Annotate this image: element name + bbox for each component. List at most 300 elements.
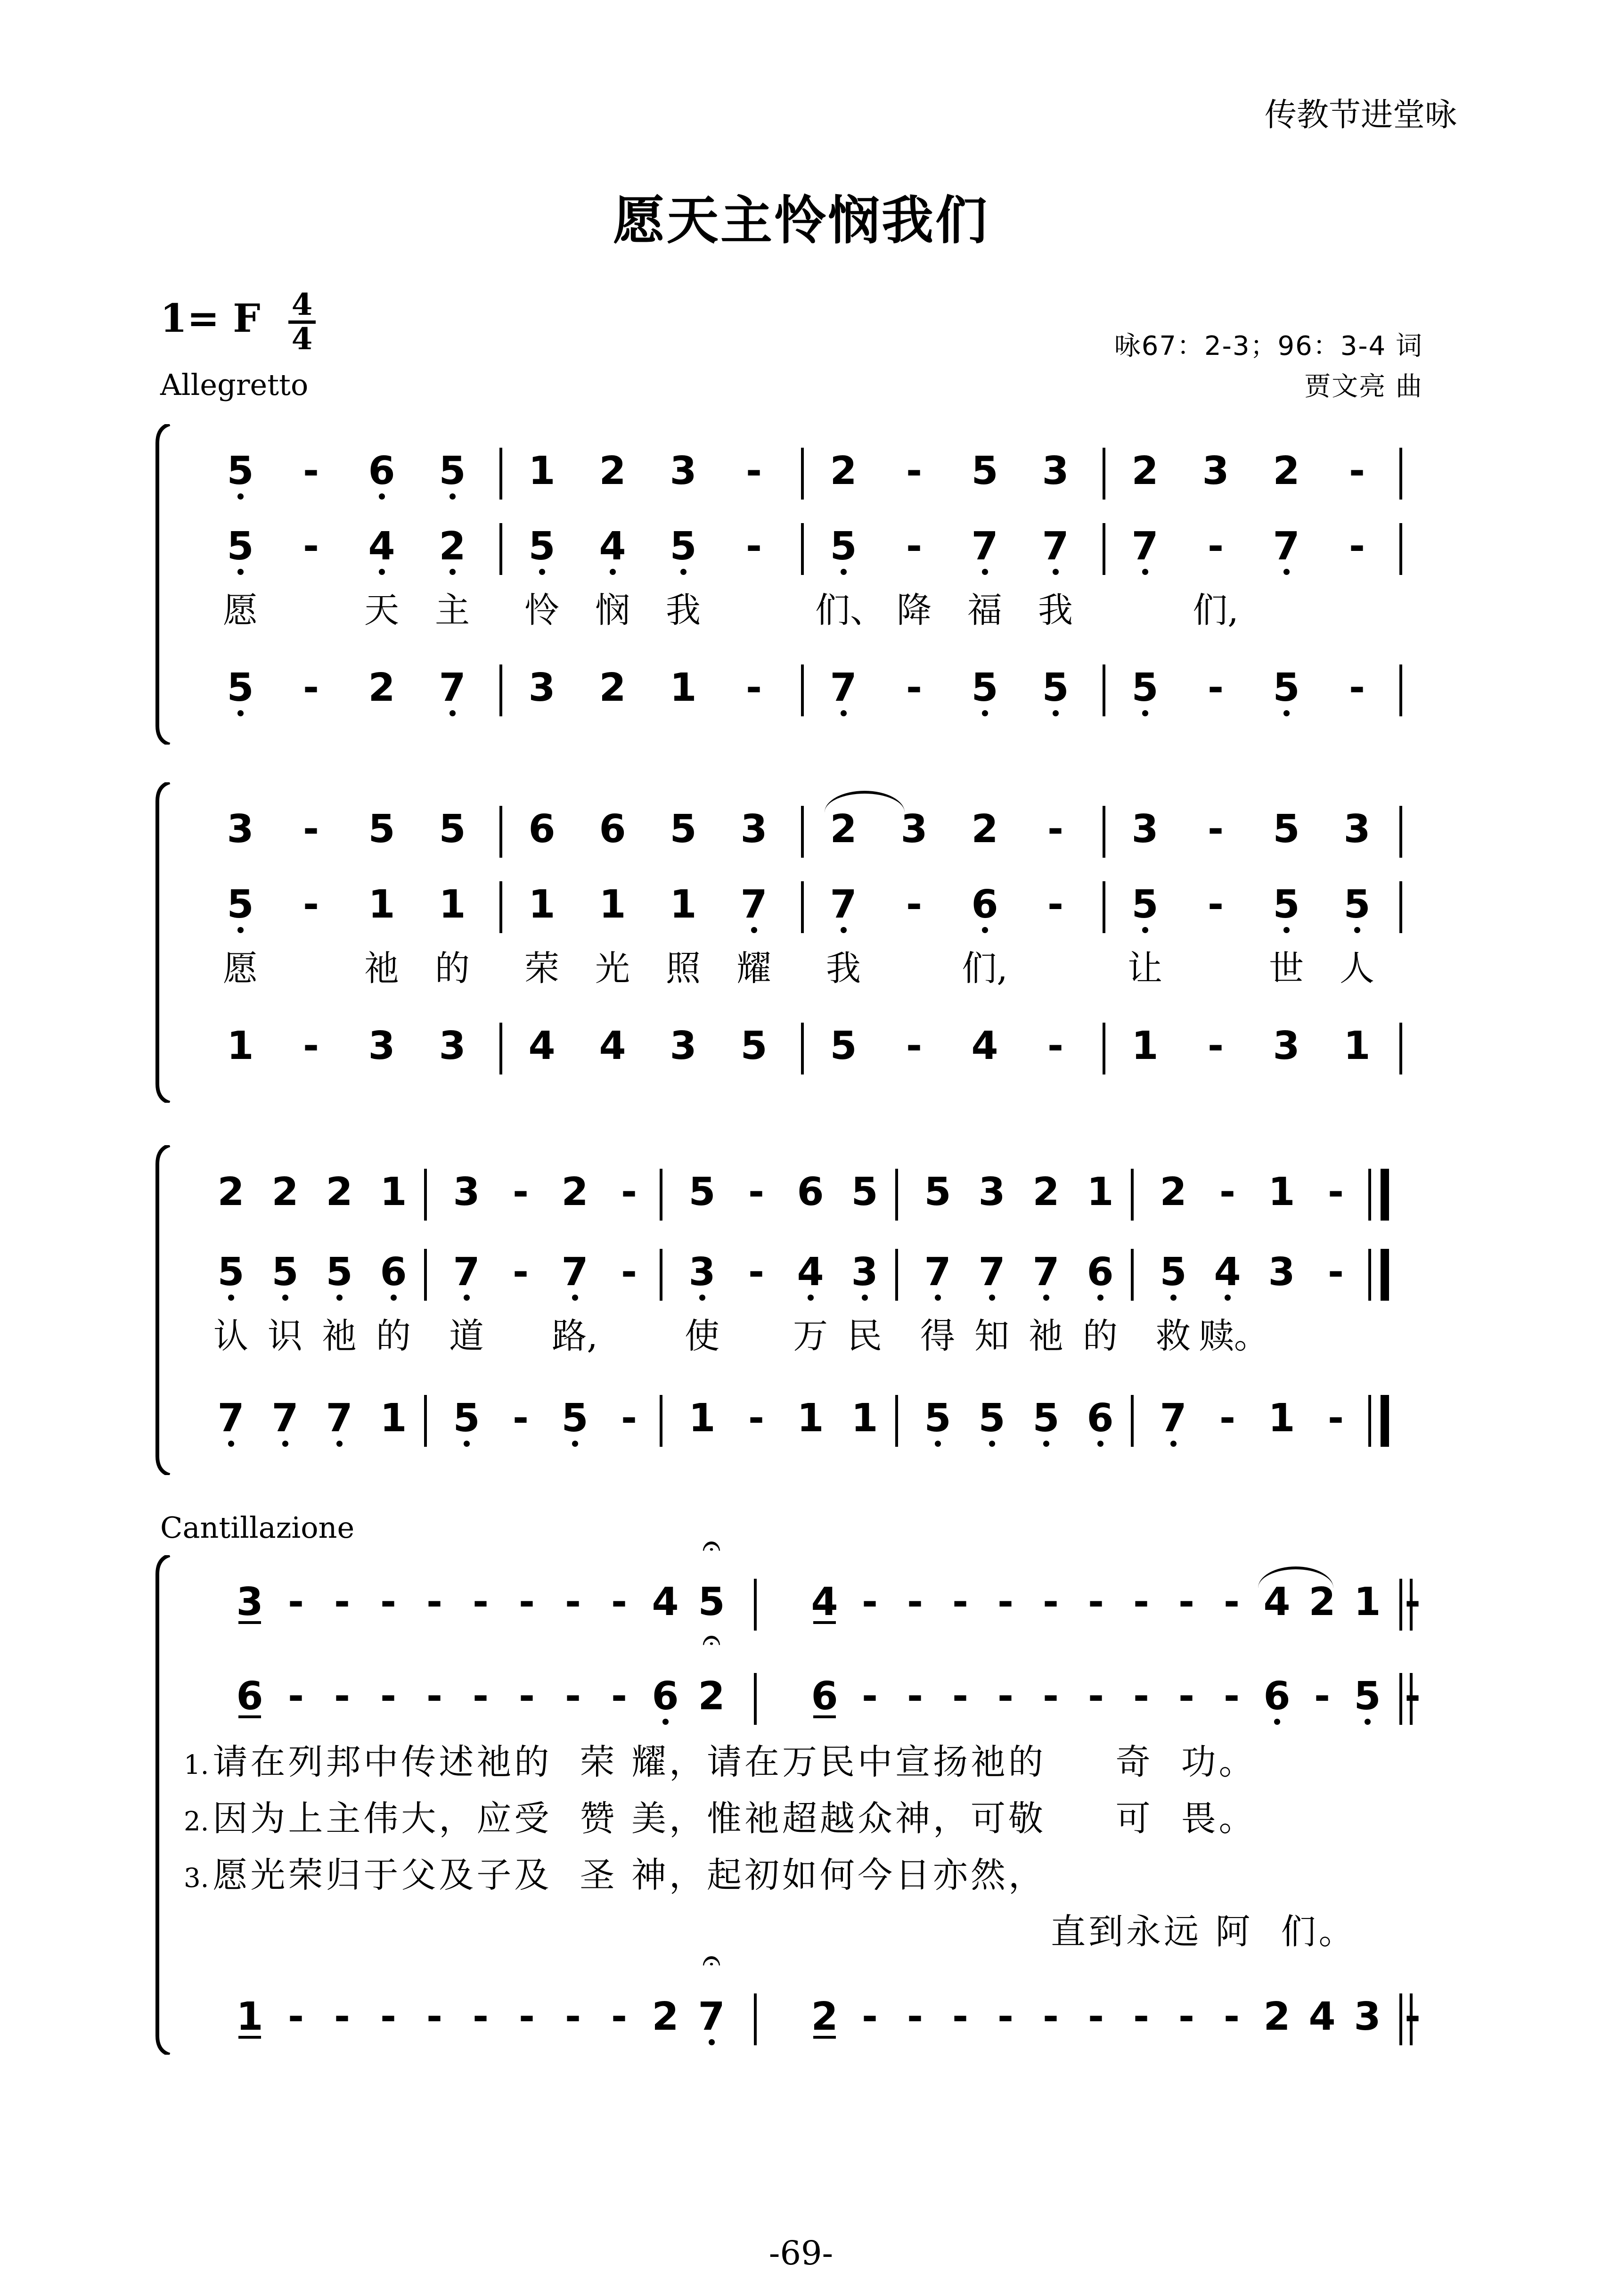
note: 2	[368, 665, 395, 710]
note: 2	[326, 1170, 353, 1214]
barline	[1399, 448, 1402, 500]
dash: -	[1178, 1580, 1195, 1624]
dash: -	[302, 1024, 319, 1068]
lyric-syllable: 悯	[595, 590, 630, 631]
barline	[499, 448, 502, 500]
lyric-syllable: 的	[1083, 1316, 1118, 1356]
barline	[1399, 664, 1402, 716]
note: 1	[670, 665, 697, 710]
dash: -	[518, 1580, 535, 1624]
verse-line	[184, 1734, 1257, 1784]
dash: -	[1314, 1674, 1331, 1719]
note: 7	[1145, 1390, 1202, 1447]
barline	[499, 664, 502, 716]
note: 2	[796, 1989, 853, 2045]
soprano-row	[193, 443, 1437, 500]
note: 2	[1273, 449, 1300, 493]
lyric-row	[193, 943, 1437, 994]
barline	[1399, 881, 1402, 933]
note: 1	[380, 1396, 407, 1441]
double-barline	[1410, 1673, 1413, 1725]
note: 7	[547, 1244, 603, 1301]
note: 1	[670, 882, 697, 927]
note: 3	[439, 1024, 466, 1068]
note: 4	[584, 518, 641, 575]
barline	[1368, 1249, 1371, 1301]
dash: -	[1087, 1674, 1104, 1719]
dash: -	[1042, 1674, 1059, 1719]
barline	[1381, 1395, 1389, 1447]
dash: -	[1207, 665, 1224, 710]
soprano-row	[193, 1164, 1437, 1221]
note: 5	[830, 1024, 857, 1068]
note: 𝄐 5	[683, 1574, 740, 1631]
dash: -	[906, 524, 923, 569]
dash: -	[907, 1994, 924, 2039]
note: 3	[1131, 807, 1159, 852]
note: 2	[271, 1170, 299, 1214]
note: 5	[670, 807, 697, 852]
dash: -	[745, 524, 762, 569]
dash: -	[1327, 1250, 1344, 1295]
page-number: -69-	[768, 2234, 834, 2272]
note: 5	[688, 1170, 716, 1214]
dash: -	[611, 1580, 628, 1624]
dash: -	[1133, 1674, 1150, 1719]
note: 3	[368, 1024, 395, 1068]
note: 1	[1343, 1024, 1371, 1068]
note: 1	[851, 1396, 878, 1441]
lyric-syllable: 我	[666, 590, 701, 631]
lyric-syllable: 祂	[1029, 1316, 1063, 1356]
music-credit: 贾文亮 曲	[1304, 371, 1423, 402]
dash: -	[472, 1674, 489, 1719]
note: 6	[1072, 1244, 1128, 1301]
note: 6	[528, 807, 556, 852]
dash: -	[512, 1396, 529, 1441]
note: 2	[1032, 1170, 1060, 1214]
note: 5	[311, 1244, 368, 1301]
lyric-syllable: 救	[1156, 1316, 1191, 1356]
lyric-syllable: 我	[1038, 590, 1073, 631]
note: 3	[740, 807, 768, 852]
dash: -	[1219, 1170, 1236, 1214]
barline	[1131, 1249, 1134, 1301]
dash: -	[302, 882, 319, 927]
barline	[895, 1169, 898, 1221]
barline	[1368, 1169, 1371, 1221]
note: 6	[1072, 1390, 1128, 1447]
dash: -	[426, 1994, 443, 2039]
note: 3	[1268, 1250, 1295, 1295]
verse-number: 2.	[184, 1806, 209, 1837]
barline	[424, 1169, 427, 1221]
note: 1	[797, 1396, 824, 1441]
alto-row	[193, 877, 1437, 933]
dash: -	[861, 1674, 878, 1719]
dash: -	[621, 1170, 638, 1214]
dash: -	[518, 1674, 535, 1719]
dash: -	[611, 1994, 628, 2039]
dash: -	[611, 1674, 628, 1719]
barline	[1103, 664, 1105, 716]
bass-row	[193, 1989, 1437, 2045]
note: 1	[1087, 1170, 1114, 1214]
note: 5	[212, 660, 269, 716]
barline	[801, 1023, 804, 1074]
dash: -	[334, 1994, 351, 2039]
dash: -	[472, 1994, 489, 2039]
note: 1	[439, 882, 466, 927]
dash: -	[1219, 1396, 1236, 1441]
note: 3	[670, 449, 697, 493]
lyric-syllable: 人	[1340, 948, 1374, 989]
barline	[895, 1249, 898, 1301]
note: 5	[1145, 1244, 1202, 1301]
dash: -	[287, 1674, 304, 1719]
lyric-syllable: 世	[1269, 948, 1304, 989]
double-barline	[1399, 1673, 1402, 1725]
lyric-syllable: 祂	[322, 1316, 357, 1356]
note: 5	[956, 660, 1013, 716]
note: 4	[971, 1024, 998, 1068]
dash: -	[1042, 1580, 1059, 1624]
lyric-syllable: 们,	[962, 948, 1008, 989]
note: 5	[815, 518, 872, 575]
note: 3	[1343, 807, 1371, 852]
dash: -	[952, 1674, 969, 1719]
lyric-syllable: 降	[897, 590, 932, 631]
dash: -	[1133, 1580, 1150, 1624]
barline	[1103, 523, 1105, 575]
dash: -	[1207, 1024, 1224, 1068]
note: 6	[1249, 1668, 1305, 1725]
lyric-syllable: 知	[974, 1316, 1009, 1356]
bass-row	[193, 660, 1437, 716]
note: 5	[514, 518, 570, 575]
dash: -	[472, 1580, 489, 1624]
note: 5	[971, 449, 998, 493]
lyric-syllable: 万	[793, 1316, 828, 1356]
note: 4	[599, 1024, 626, 1068]
lyric-row	[193, 1310, 1437, 1362]
dash: -	[952, 1994, 969, 2039]
dash: -	[380, 1674, 397, 1719]
barline	[754, 1993, 757, 2045]
dash: -	[564, 1674, 581, 1719]
bass-row	[193, 1018, 1437, 1074]
dash: -	[1327, 1396, 1344, 1441]
double-barline	[1399, 1579, 1402, 1631]
note: 7	[203, 1390, 259, 1447]
note: 𝄐 2	[683, 1668, 740, 1725]
note: 2	[971, 807, 998, 852]
note: 1	[1268, 1170, 1295, 1214]
key-signature: 1= F	[160, 296, 261, 341]
dash: -	[287, 1994, 304, 2039]
dash: -	[745, 449, 762, 493]
dash: -	[906, 449, 923, 493]
note: 5	[212, 518, 269, 575]
note: 5	[1027, 660, 1084, 716]
note: 7	[1258, 518, 1315, 575]
lyric-syllable: 荣	[524, 948, 559, 989]
note: 4	[782, 1244, 839, 1301]
lyric-syllable: 道	[449, 1316, 484, 1356]
dash: -	[1349, 665, 1365, 710]
dash: -	[907, 1580, 924, 1624]
soprano-row	[193, 801, 1437, 858]
note: 5	[212, 443, 269, 500]
dash: -	[334, 1580, 351, 1624]
lyric-syllable: 路,	[552, 1316, 598, 1356]
note: 5	[740, 1024, 768, 1068]
barline	[424, 1395, 427, 1447]
dash: -	[1178, 1674, 1195, 1719]
note: 6	[599, 807, 626, 852]
lyric-syllable: 得	[920, 1316, 955, 1356]
double-barline	[1410, 1993, 1413, 2045]
alto-row	[193, 1244, 1437, 1301]
tempo-marking: Allegretto	[160, 368, 309, 402]
dash: -	[1207, 882, 1224, 927]
lyric-credit: 咏67：2-3；96：3-4 词	[1114, 331, 1423, 361]
note: 2	[1160, 1170, 1187, 1214]
note: 3	[1273, 1024, 1300, 1068]
dash: -	[512, 1250, 529, 1295]
slur	[825, 791, 905, 812]
note: 3	[528, 665, 556, 710]
dash: -	[302, 449, 319, 493]
note: 2	[599, 665, 626, 710]
barline	[754, 1579, 757, 1631]
verse-line	[184, 1847, 1046, 1897]
note: 4	[528, 1024, 556, 1068]
lyric-syllable: 祂	[364, 948, 399, 989]
note: 6	[637, 1668, 694, 1725]
note: 2	[217, 1170, 245, 1214]
barline	[660, 1249, 662, 1301]
note: 4	[1199, 1244, 1256, 1301]
note: 7	[815, 877, 872, 933]
dash: -	[1223, 1674, 1240, 1719]
note: 𝄐 7	[683, 1989, 740, 2045]
lyric-syllable: 民	[847, 1316, 882, 1356]
dash: -	[1404, 1994, 1421, 2039]
dash: -	[748, 1170, 765, 1214]
dash: -	[1404, 1674, 1421, 1719]
note: 2	[830, 449, 857, 493]
note: 5	[1117, 660, 1173, 716]
barline	[499, 1023, 502, 1074]
dash: -	[1327, 1170, 1344, 1214]
alto-row	[193, 1668, 1437, 1725]
verse-number: 1.	[184, 1750, 209, 1780]
note: 3	[221, 1574, 278, 1631]
note: 7	[1018, 1244, 1074, 1301]
verse-text: 愿光荣归于父及子及 圣 神，起初如何今日亦然，	[213, 1855, 1046, 1895]
note: 1	[599, 882, 626, 927]
barline	[1103, 448, 1105, 500]
note: 7	[909, 1244, 966, 1301]
verse-number: 3.	[184, 1863, 209, 1894]
barline	[1399, 523, 1402, 575]
note: 2	[424, 518, 481, 575]
note: 2	[830, 807, 857, 852]
dash: -	[302, 524, 319, 569]
note: 4	[353, 518, 410, 575]
note: 1	[227, 1024, 254, 1068]
note: 3	[1042, 449, 1069, 493]
dash: -	[861, 1580, 878, 1624]
dash: -	[1087, 1994, 1104, 2039]
note: 1	[380, 1170, 407, 1214]
note: 4	[1308, 1994, 1336, 2039]
lyric-syllable: 天	[364, 590, 399, 631]
dash: -	[748, 1396, 765, 1441]
alto-row	[193, 518, 1437, 575]
barline	[801, 448, 804, 500]
barline	[424, 1249, 427, 1301]
dash: -	[1047, 882, 1064, 927]
lyric-syllable: 们,	[1193, 590, 1239, 631]
dash: -	[748, 1250, 765, 1295]
dash: -	[426, 1580, 443, 1624]
barline	[895, 1395, 898, 1447]
dash: -	[564, 1580, 581, 1624]
note: 6	[353, 443, 410, 500]
slur	[1258, 1566, 1333, 1588]
note: 5	[212, 877, 269, 933]
dash: -	[1207, 524, 1224, 569]
note: 2	[1263, 1994, 1291, 2039]
note: 2	[1308, 1580, 1336, 1624]
note: 3	[453, 1170, 480, 1214]
dash: -	[621, 1396, 638, 1441]
note: 6	[796, 1668, 853, 1725]
note: 1	[528, 882, 556, 927]
dash: -	[1133, 1994, 1150, 2039]
note: 1	[1131, 1024, 1159, 1068]
barline	[1103, 806, 1105, 858]
system-brace	[155, 782, 172, 1103]
note: 1	[688, 1396, 716, 1441]
lyric-syllable: 照	[666, 948, 701, 989]
barline	[1381, 1249, 1389, 1301]
verse-line	[184, 1791, 1257, 1841]
lyric-syllable: 识	[268, 1316, 302, 1356]
barline	[1131, 1395, 1134, 1447]
dash: -	[1047, 1024, 1064, 1068]
time-signature-bottom: 4	[291, 321, 313, 357]
note: 4	[796, 1574, 853, 1631]
barline	[801, 806, 804, 858]
note: 5	[1273, 807, 1300, 852]
note: 5	[1117, 877, 1173, 933]
barline	[1399, 806, 1402, 858]
lyric-syllable: 耀	[736, 948, 771, 989]
lyric-syllable: 愿	[223, 590, 258, 631]
dash: -	[952, 1580, 969, 1624]
barline	[801, 881, 804, 933]
note: 7	[1117, 518, 1173, 575]
dash: -	[997, 1994, 1014, 2039]
note: 5	[964, 1390, 1020, 1447]
note: 5	[203, 1244, 259, 1301]
dash: -	[302, 665, 319, 710]
note: 7	[257, 1390, 313, 1447]
soprano-row	[193, 1574, 1437, 1631]
note: 2	[599, 449, 626, 493]
note: 3	[836, 1244, 893, 1301]
note: 5	[1329, 877, 1385, 933]
lyric-syllable: 赎。	[1199, 1316, 1269, 1356]
system-brace	[155, 1145, 172, 1475]
note: 5	[924, 1170, 951, 1214]
dash: -	[1042, 1994, 1059, 2039]
lyric-syllable: 认	[213, 1316, 248, 1356]
note: 5	[439, 807, 466, 852]
bass-row	[193, 1390, 1437, 1447]
dash: -	[1349, 524, 1365, 569]
note: 5	[547, 1390, 603, 1447]
barline	[1131, 1169, 1134, 1221]
dash: -	[287, 1580, 304, 1624]
note: 6	[365, 1244, 422, 1301]
note: 3	[1202, 449, 1229, 493]
verse-text: 因为上主伟大，应受 赞 美，惟祂超越众神，可敬 可 畏。	[213, 1798, 1257, 1839]
system-brace	[155, 1555, 172, 2055]
note: 4	[1263, 1580, 1291, 1624]
note: 3	[978, 1170, 1005, 1214]
note: 5	[909, 1390, 966, 1447]
note: 7	[438, 1244, 495, 1301]
double-barline	[1399, 1993, 1402, 2045]
note: 3	[227, 807, 254, 852]
dash: -	[1349, 449, 1365, 493]
dash: -	[1223, 1994, 1240, 2039]
time-signature	[286, 287, 319, 357]
note: 7	[311, 1390, 368, 1447]
note: 1	[1354, 1580, 1381, 1624]
barline	[801, 523, 804, 575]
dash: -	[997, 1674, 1014, 1719]
dash: -	[1087, 1580, 1104, 1624]
dash: -	[1047, 807, 1064, 852]
dash: -	[512, 1170, 529, 1214]
lyric-syllable: 愿	[223, 948, 258, 989]
dash: -	[380, 1580, 397, 1624]
dash: -	[861, 1994, 878, 2039]
lyric-syllable: 让	[1128, 948, 1162, 989]
barline	[801, 664, 804, 716]
barline	[1368, 1395, 1371, 1447]
note: 5	[1339, 1668, 1396, 1725]
note: 5	[257, 1244, 313, 1301]
dash: -	[906, 1024, 923, 1068]
dash: -	[334, 1674, 351, 1719]
note: 2	[1131, 449, 1159, 493]
score-system-2	[155, 782, 1437, 1103]
lyric-syllable: 福	[967, 590, 1002, 631]
score-system-4	[155, 1555, 1437, 2055]
note: 1	[221, 1989, 278, 2045]
dash: -	[906, 665, 923, 710]
note: 3	[900, 807, 928, 852]
barline	[660, 1169, 662, 1221]
time-signature-top: 4	[291, 287, 313, 322]
barline	[1399, 1023, 1402, 1074]
